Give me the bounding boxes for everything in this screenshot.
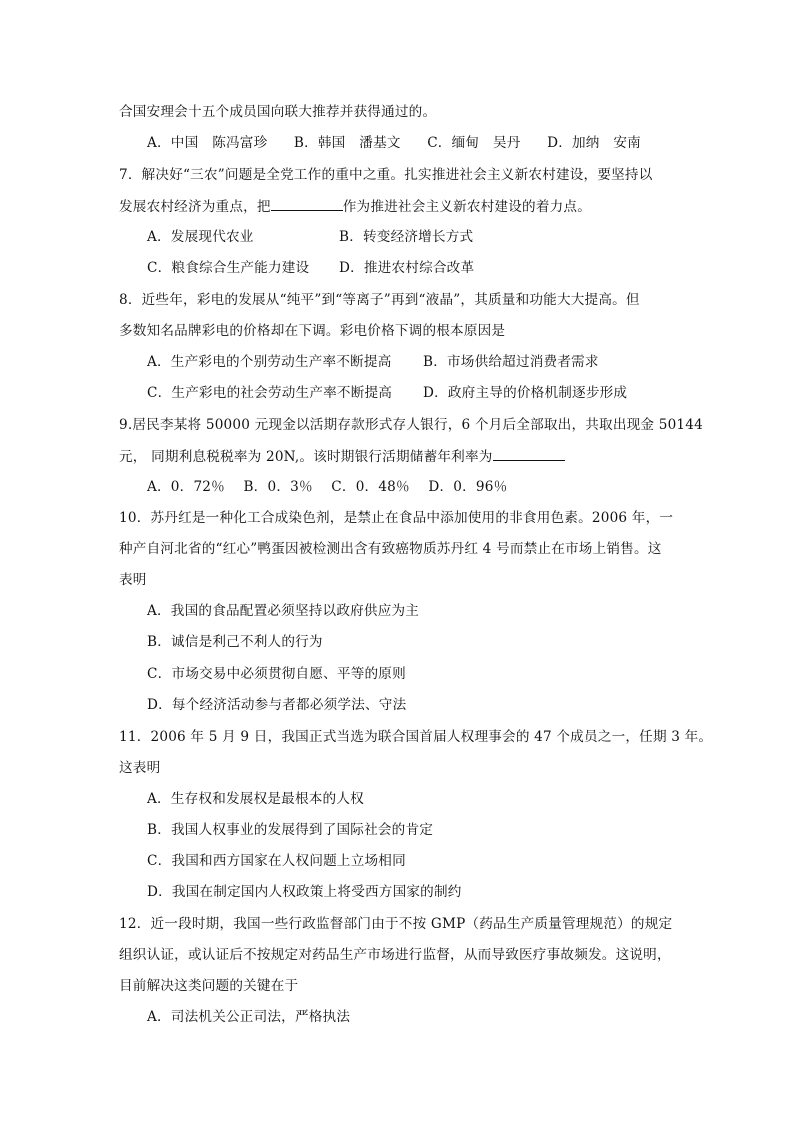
q6-option-b: B．韩国 潘基文 — [293, 135, 401, 151]
question-8-options-row-2 — [147, 383, 707, 403]
q12-option-a: A．司法机关公正司法，严格执法 — [147, 1009, 351, 1025]
q11-option-d: D．我国在制定国内人权政策上将受西方国家的制约 — [147, 884, 462, 900]
q8-option-b: B．市场供给超过消费者需求 — [423, 354, 599, 370]
q7-option-a: A．发展现代农业 — [147, 229, 254, 245]
q9-text-before-blank: 元， 同期利息税税率为 20N,。该时期银行活期储蓄年利率为 — [119, 449, 493, 465]
question-9-line-1: 9.居民李某将 50000 元现金以活期存款形式存人银行，6 个月后全部取出，共取出现金 50144 — [119, 417, 703, 433]
q7-option-d: D．推进农村综合改革 — [339, 260, 475, 276]
q11-option-c: C．我国和西方国家在人权问题上立场相同 — [147, 853, 406, 869]
q8-option-d: D．政府主导的价格机制逐步形成 — [423, 385, 628, 401]
q10-option-a: A．我国的食品配置必须坚持以政府供应为主 — [147, 603, 420, 619]
q9-answer-blank — [493, 446, 565, 461]
q9-option-a: A．0．72％ — [147, 479, 225, 495]
q10-option-c: C．市场交易中必须贯彻自愿、平等的原则 — [147, 666, 406, 682]
q7-text-before-blank: 发展农村经济为重点，把 — [119, 199, 271, 215]
question-12-line-3: 目前解决这类问题的关键在于 — [119, 978, 299, 994]
question-7-line-1: 7．解决好“三农”问题是全党工作的重中之重。扎实推进社会主义新农村建设，要坚持以 — [119, 167, 653, 183]
q9-option-c: C．0．48％ — [331, 479, 410, 495]
question-11-line-2: 这表明 — [119, 760, 161, 776]
q9-option-d: D．0．96％ — [428, 479, 508, 495]
question-12-line-1: 12．近一段时期，我国一些行政监督部门由于不按 GMP（药品生产质量管理规范）的规定 — [119, 916, 673, 932]
q9-option-b: B．0．3％ — [243, 479, 313, 495]
q7-answer-blank — [271, 196, 343, 211]
q6-option-a: A．中国 陈冯富珍 — [147, 135, 268, 151]
question-11-line-1: 11．2006 年 5 月 9 日，我国正式当选为联合国首届人权理事会的 47 个成员之一，任期 3 年。 — [119, 729, 713, 745]
q6-option-d: D．加纳 安南 — [547, 135, 641, 151]
q10-option-d: D．每个经济活动参与者都必须学法、守法 — [147, 697, 407, 713]
question-12-line-2: 组织认证，或认证后不按规定对药品生产市场进行监督，从而导致医疗事故频发。这说明， — [119, 947, 671, 963]
question-10-line-3: 表明 — [119, 572, 147, 588]
question-7-options-row-2 — [147, 258, 707, 278]
question-8-options-row-1 — [147, 352, 707, 372]
question-8-line-2: 多数知名品牌彩电的价格却在下调。彩电价格下调的根本原因是 — [119, 323, 506, 339]
question-9-line-2 — [119, 446, 679, 467]
question-10-line-2: 种产自河北省的“红心”鸭蛋因被检测出含有致癌物质苏丹红 4 号而禁止在市场上销售。这 — [119, 541, 662, 557]
question-7-line-2 — [119, 196, 679, 217]
q11-option-b: B．我国人权事业的发展得到了国际社会的肯定 — [147, 822, 434, 838]
q11-option-a: A．生存权和发展权是最根本的人权 — [147, 791, 364, 807]
q10-option-b: B．诚信是利己不利人的行为 — [147, 634, 323, 650]
q7-option-b: B．转变经济增长方式 — [339, 229, 474, 245]
question-6-options — [147, 133, 707, 153]
q8-option-a: A．生产彩电的个别劳动生产率不断提高 — [147, 354, 392, 370]
question-9-options — [147, 477, 707, 497]
question-8-line-1: 8．近些年，彩电的发展从“纯平”到“等离子”再到“液晶”，其质量和功能大大提高。但 — [119, 292, 640, 308]
question-6-text-end: 合国安理会十五个成员国向联大推荐并获得通过的。 — [119, 104, 437, 120]
q8-option-c: C．生产彩电的社会劳动生产率不断提高 — [147, 385, 393, 401]
question-10-line-1: 10．苏丹红是一种化工合成染色剂，是禁止在食品中添加使用的非食用色素。2006 年，一 — [119, 510, 674, 526]
q7-text-after-blank: 作为推进社会主义新农村建设的着力点。 — [342, 199, 592, 215]
q6-option-c: C．缅甸 吴丹 — [427, 135, 521, 151]
q7-option-c: C．粮食综合生产能力建设 — [147, 260, 310, 276]
question-7-options-row-1 — [147, 227, 707, 247]
